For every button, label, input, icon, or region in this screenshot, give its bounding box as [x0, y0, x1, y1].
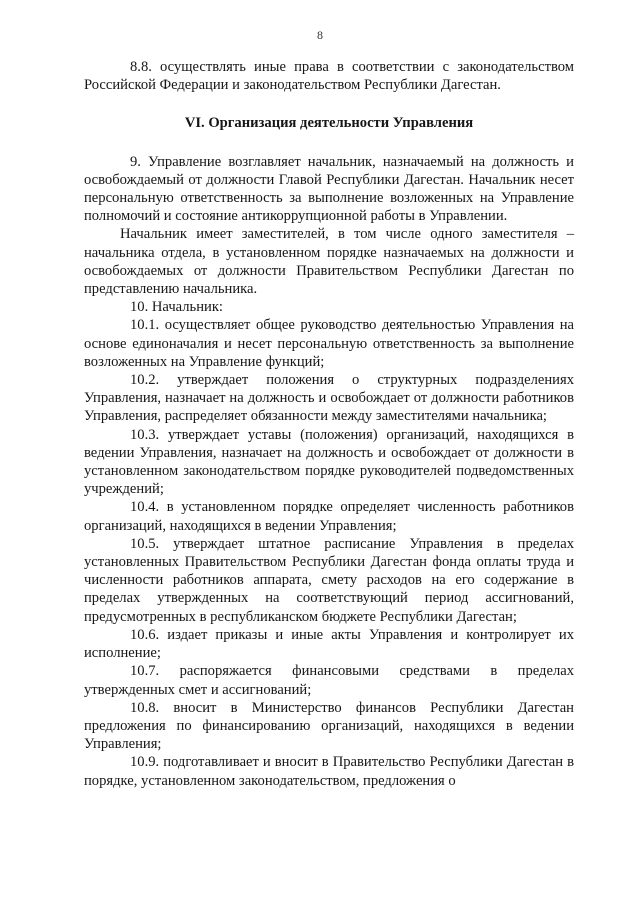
paragraph-10-9: 10.9. подготавливает и вносит в Правительство Республики Дагестан в порядке, установленном законодательством, предложения о: [84, 754, 574, 789]
paragraph-10-4: 10.4. в установленном порядке определяет численность работников организаций, находящихся в ведении Управления;: [84, 499, 574, 534]
paragraph-10-8: 10.8. вносит в Министерство финансов Республики Дагестан предложения по финансированию организаций, находящихся в ведении Управления;: [84, 699, 574, 753]
paragraph-10-3: 10.3. утверждает уставы (положения) организаций, находящихся в ведении Управления, назначает на должность и освобождает от должности в установленном законодательством порядке руководителей подведомственных учреждений;: [84, 426, 574, 498]
paragraph-10-1: 10.1. осуществляет общее руководство деятельностью Управления на основе единоначалия и несет персональную ответственность за выполнение возложенных на Управление функций;: [84, 317, 574, 370]
page-number: 8: [317, 28, 323, 42]
paragraph-10-5: 10.5. утверждает штатное расписание Управления в пределах установленных Правительством Республики Дагестан фонда оплаты труда и численности работников аппарата, смету расходов на его содержание в пределах утвержденных на соответствующий период ассигнований, предусмотренных в республиканском бюджете Республики Дагестан;: [84, 535, 574, 625]
paragraph-10: 10. Начальник:: [130, 299, 223, 316]
paragraph-9: 9. Управление возглавляет начальник, назначаемый на должность и освобождаемый от должности Главой Республики Дагестан. Начальник несет персональную ответственность за выполнение возложенных на Управление полномочий и состояние антикоррупционной работы в Управлении.: [84, 153, 574, 225]
document-body: [84, 58, 574, 790]
paragraph-8-8: 8.8. осуществлять иные права в соответствии с законодательством Российской Федерации и законодательством Республики Дагестан.: [84, 59, 574, 94]
paragraph-10-6: 10.6. издает приказы и иные акты Управления и контролирует их исполнение;: [84, 626, 574, 662]
section-heading: VI. Организация деятельности Управления: [184, 115, 474, 132]
paragraph-10-2: 10.2. утверждает положения о структурных подразделениях Управления, назначает на должность и освобождает от должности работников Управления, распределяет обязанности между заместителями начальника;: [84, 372, 574, 425]
paragraph-10-7: 10.7. распоряжается финансовыми средствами в пределах утвержденных смет и ассигнований;: [84, 663, 574, 698]
paragraph-deputies: Начальник имеет заместителей, в том числе одного заместителя – начальника отдела, в установленном порядке назначаемых на должности и освобождаемых от должности Правительством Республики Дагестан по представлению начальника.: [84, 226, 574, 298]
